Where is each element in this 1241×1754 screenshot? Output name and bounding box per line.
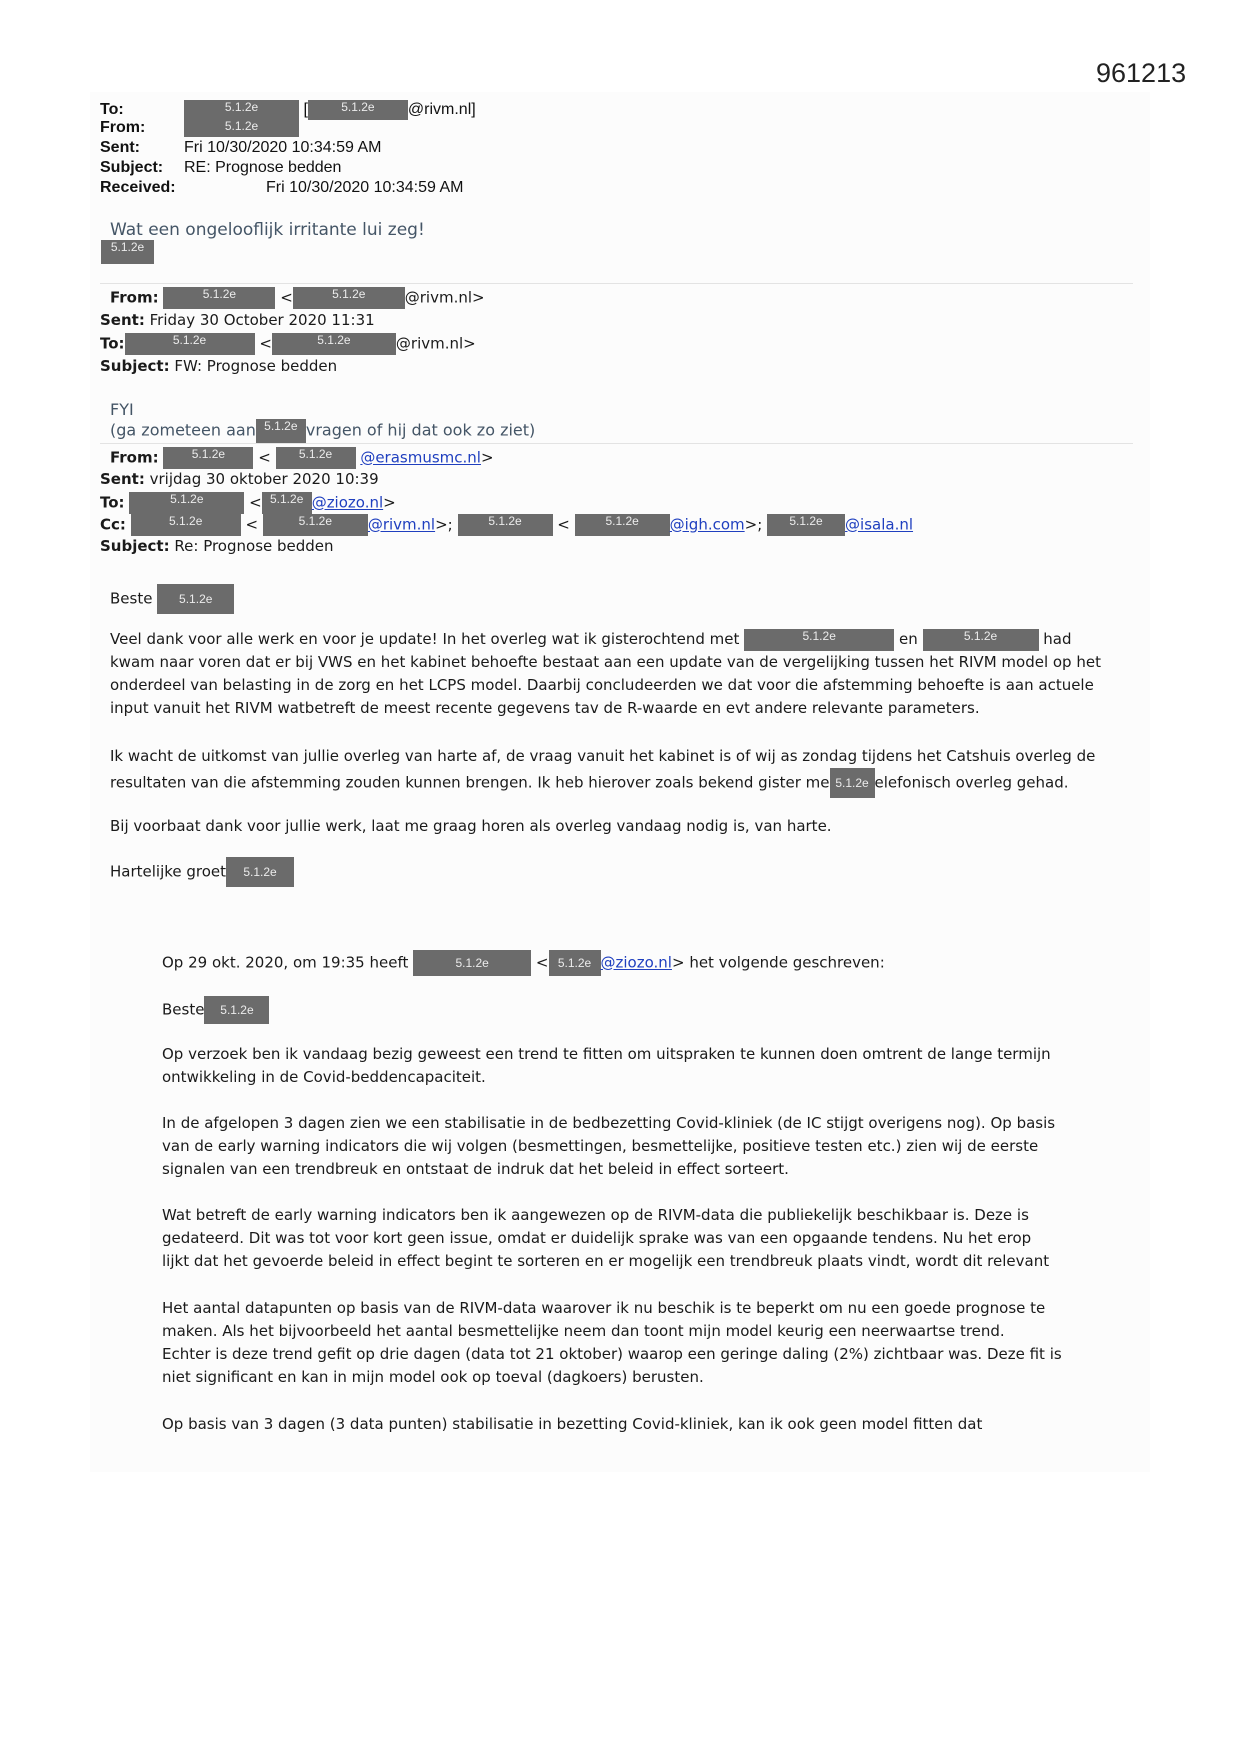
separator <box>100 443 1133 444</box>
redaction-box: 5.1.2e <box>272 333 396 355</box>
redaction-box: 5.1.2e <box>575 514 670 536</box>
msg3-subject-row: Subject: Re: Prognose bedden <box>100 537 334 555</box>
quoted-paragraph-5: Op basis van 3 dagen (3 data punten) stabilisatie in bezetting Covid-kliniek, kan ik ook geen model fitten dat <box>162 1415 983 1433</box>
email-link[interactable]: @ziozo.nl <box>311 493 384 512</box>
quoted-greeting: Beste 5.1.2e <box>162 996 269 1024</box>
email-link[interactable]: @erasmusmc.nl <box>360 448 481 467</box>
paragraph-3: Bij voorbaat dank voor jullie werk, laat me graag horen als overleg vandaag nodig is, van harte. <box>110 817 832 835</box>
redaction-box: 5.1.2e <box>276 447 356 469</box>
email-link[interactable]: @rivm.nl <box>367 515 436 534</box>
received-value: Fri 10/30/2020 10:34:59 AM <box>266 179 464 196</box>
paragraph-1: Veel dank voor alle werk en voor je update! In het overleg wat ik gisterochtend met 5.1.2e en 5.1.2e had kwam naar voren dat er bij VWS en het kabinet behoefte bestaat aan een update van de vergelijking tussen het RIVM model op het onderdeel van belasting in de zorg en het LCPS model. Daarbij concludeerden we dat voor die afstemming behoefte is aan actuele input vanuit het RIVM watbetreft de meest recente gegevens tav de R-waarde en evt andere relevante parameters. <box>110 628 1101 717</box>
redaction-box: 5.1.2e <box>458 514 553 536</box>
redaction-box: 5.1.2e <box>184 119 299 137</box>
redaction-box: 5.1.2e <box>163 287 275 309</box>
msg3-sent-row: Sent: vrijdag 30 oktober 2020 10:39 <box>100 470 379 488</box>
redaction-box: 5.1.2e <box>125 333 255 355</box>
msg3-to-row: To: 5.1.2e < 5.1.2e @ziozo.nl> <box>100 492 396 514</box>
redaction-box: 5.1.2e <box>923 629 1039 651</box>
redaction-box: 5.1.2e <box>744 629 894 651</box>
document-number: 961213 <box>1096 58 1187 88</box>
redaction-box: 5.1.2e <box>157 584 234 614</box>
quoted-paragraph-4: Het aantal datapunten op basis van de RIVM-data waarover ik nu beschik is te beperkt om nu een goede prognose te maken. Als het bijvoorbeeld het aantal besmettelijke neem dan toont mijn model keurig een neerwaartse trend. Echter is deze trend gefit op drie dagen (data tot 21 oktober) waarop een geringe daling (2%) zichtbaar was. Deze fit is niet significant en kan in mijn model ook op toeval (dagkoers) berusten. <box>162 1299 1062 1386</box>
redaction-box: 5.1.2e <box>184 100 299 120</box>
subject-value: RE: Prognose bedden <box>184 159 342 176</box>
msg3-from-row: From: 5.1.2e < 5.1.2e @erasmusmc.nl> <box>110 447 494 469</box>
quoted-paragraph-3: Wat betreft de early warning indicators ben ik aangewezen op de RIVM-data die publiekelijk beschikbaar is. Deze is gedateerd. Dit was tot voor kort geen issue, omdat er duidelijk sprake was van een opgaande tendens. Nu het erop lijkt dat het gevoerde beleid in effect begint te sorteren en er mogelijk een trendbreuk plaats vindt, wordt dit relevant <box>162 1206 1050 1270</box>
signature-redaction: 5.1.2e <box>101 240 154 264</box>
msg2-to-row: To: 5.1.2e < 5.1.2e @rivm.nl> <box>100 333 476 355</box>
redaction-box: 5.1.2e <box>129 492 244 514</box>
quoted-paragraph-2: In de afgelopen 3 dagen zien we een stabilisatie in de bedbezetting Covid-kliniek (de IC stijgt overigens nog). Op basis van de early warning indicators die wij volgen (besmettingen, besmettelijke, positieve testen etc.) zien wij de eerste signalen van een trendbreuk en ontstaat de indruk dat het beleid in effect sorteert. <box>162 1114 1056 1178</box>
redaction-box: 5.1.2e <box>256 419 306 443</box>
redaction-box: 5.1.2e <box>549 950 601 976</box>
redaction-box: 5.1.2e <box>308 100 408 120</box>
subject-row: Subject: RE: Prognose bedden <box>100 159 342 176</box>
redaction-box: 5.1.2e <box>413 950 531 976</box>
greeting: Beste 5.1.2e <box>110 584 234 614</box>
received-row: Received: Fri 10/30/2020 10:34:59 AM <box>100 179 464 196</box>
redaction-box: 5.1.2e <box>767 514 845 536</box>
redaction-box: 5.1.2e <box>293 287 405 309</box>
from-row: From: 5.1.2e <box>100 118 299 137</box>
email-link[interactable]: @igh.com <box>669 515 745 534</box>
to-row: To: 5.1.2e [ 5.1.2e @rivm.nl] <box>100 100 476 119</box>
msg2-sent-row: Sent: Friday 30 October 2020 11:31 <box>100 311 375 329</box>
reply-body: Wat een ongelooflijk irritante lui zeg! <box>110 220 425 240</box>
quoted-intro: Op 29 okt. 2020, om 19:35 heeft 5.1.2e < 5.1.2e @ziozo.nl> het volgende geschreven: <box>162 950 885 976</box>
fyi-note: (ga zometeen aan 5.1.2e vragen of hij dat ook zo ziet) <box>110 419 535 443</box>
redaction-box: 5.1.2e <box>226 857 294 887</box>
redaction-box: 5.1.2e <box>204 996 269 1024</box>
msg2-from-row: From: 5.1.2e < 5.1.2e @rivm.nl> <box>110 287 485 309</box>
redaction-box: 5.1.2e <box>263 514 368 536</box>
msg2-subject-row: Subject: FW: Prognose bedden <box>100 357 338 375</box>
email-link[interactable]: @ziozo.nl <box>600 953 672 972</box>
msg3-cc-row: Cc: 5.1.2e < 5.1.2e @rivm.nl>; 5.1.2e < 5.1.2e @igh.com>; 5.1.2e @isala.nl <box>100 514 913 536</box>
sent-value: Fri 10/30/2020 10:34:59 AM <box>184 139 382 156</box>
fyi-text: FYI <box>110 400 134 419</box>
closing: Hartelijke groet 5.1.2e <box>110 857 294 887</box>
redaction-box: 5.1.2e <box>262 492 312 514</box>
sent-row: Sent: Fri 10/30/2020 10:34:59 AM <box>100 139 382 156</box>
to-domain: @rivm.nl] <box>407 101 476 119</box>
email-link[interactable]: @isala.nl <box>845 515 914 534</box>
redaction-box: 5.1.2e <box>131 514 241 536</box>
separator <box>100 283 1133 284</box>
quoted-paragraph-1: Op verzoek ben ik vandaag bezig geweest een trend te fitten om uitspraken te kunnen doen omtrent de lange termijn ontwikkeling in de Covid-beddencapaciteit. <box>162 1045 1051 1086</box>
redaction-box: 5.1.2e <box>163 447 253 469</box>
redaction-box: 5.1.2e <box>830 768 875 798</box>
paragraph-2: Ik wacht de uitkomst van jullie overleg van harte af, de vraag vanuit het kabinet is of wij as zondag tijdens het Catshuis overleg de resultaten van die afstemming zouden kunnen brengen. Ik heb hierover zoals bekend gister me 5.1.2e elefonisch overleg gehad. <box>110 745 1130 798</box>
